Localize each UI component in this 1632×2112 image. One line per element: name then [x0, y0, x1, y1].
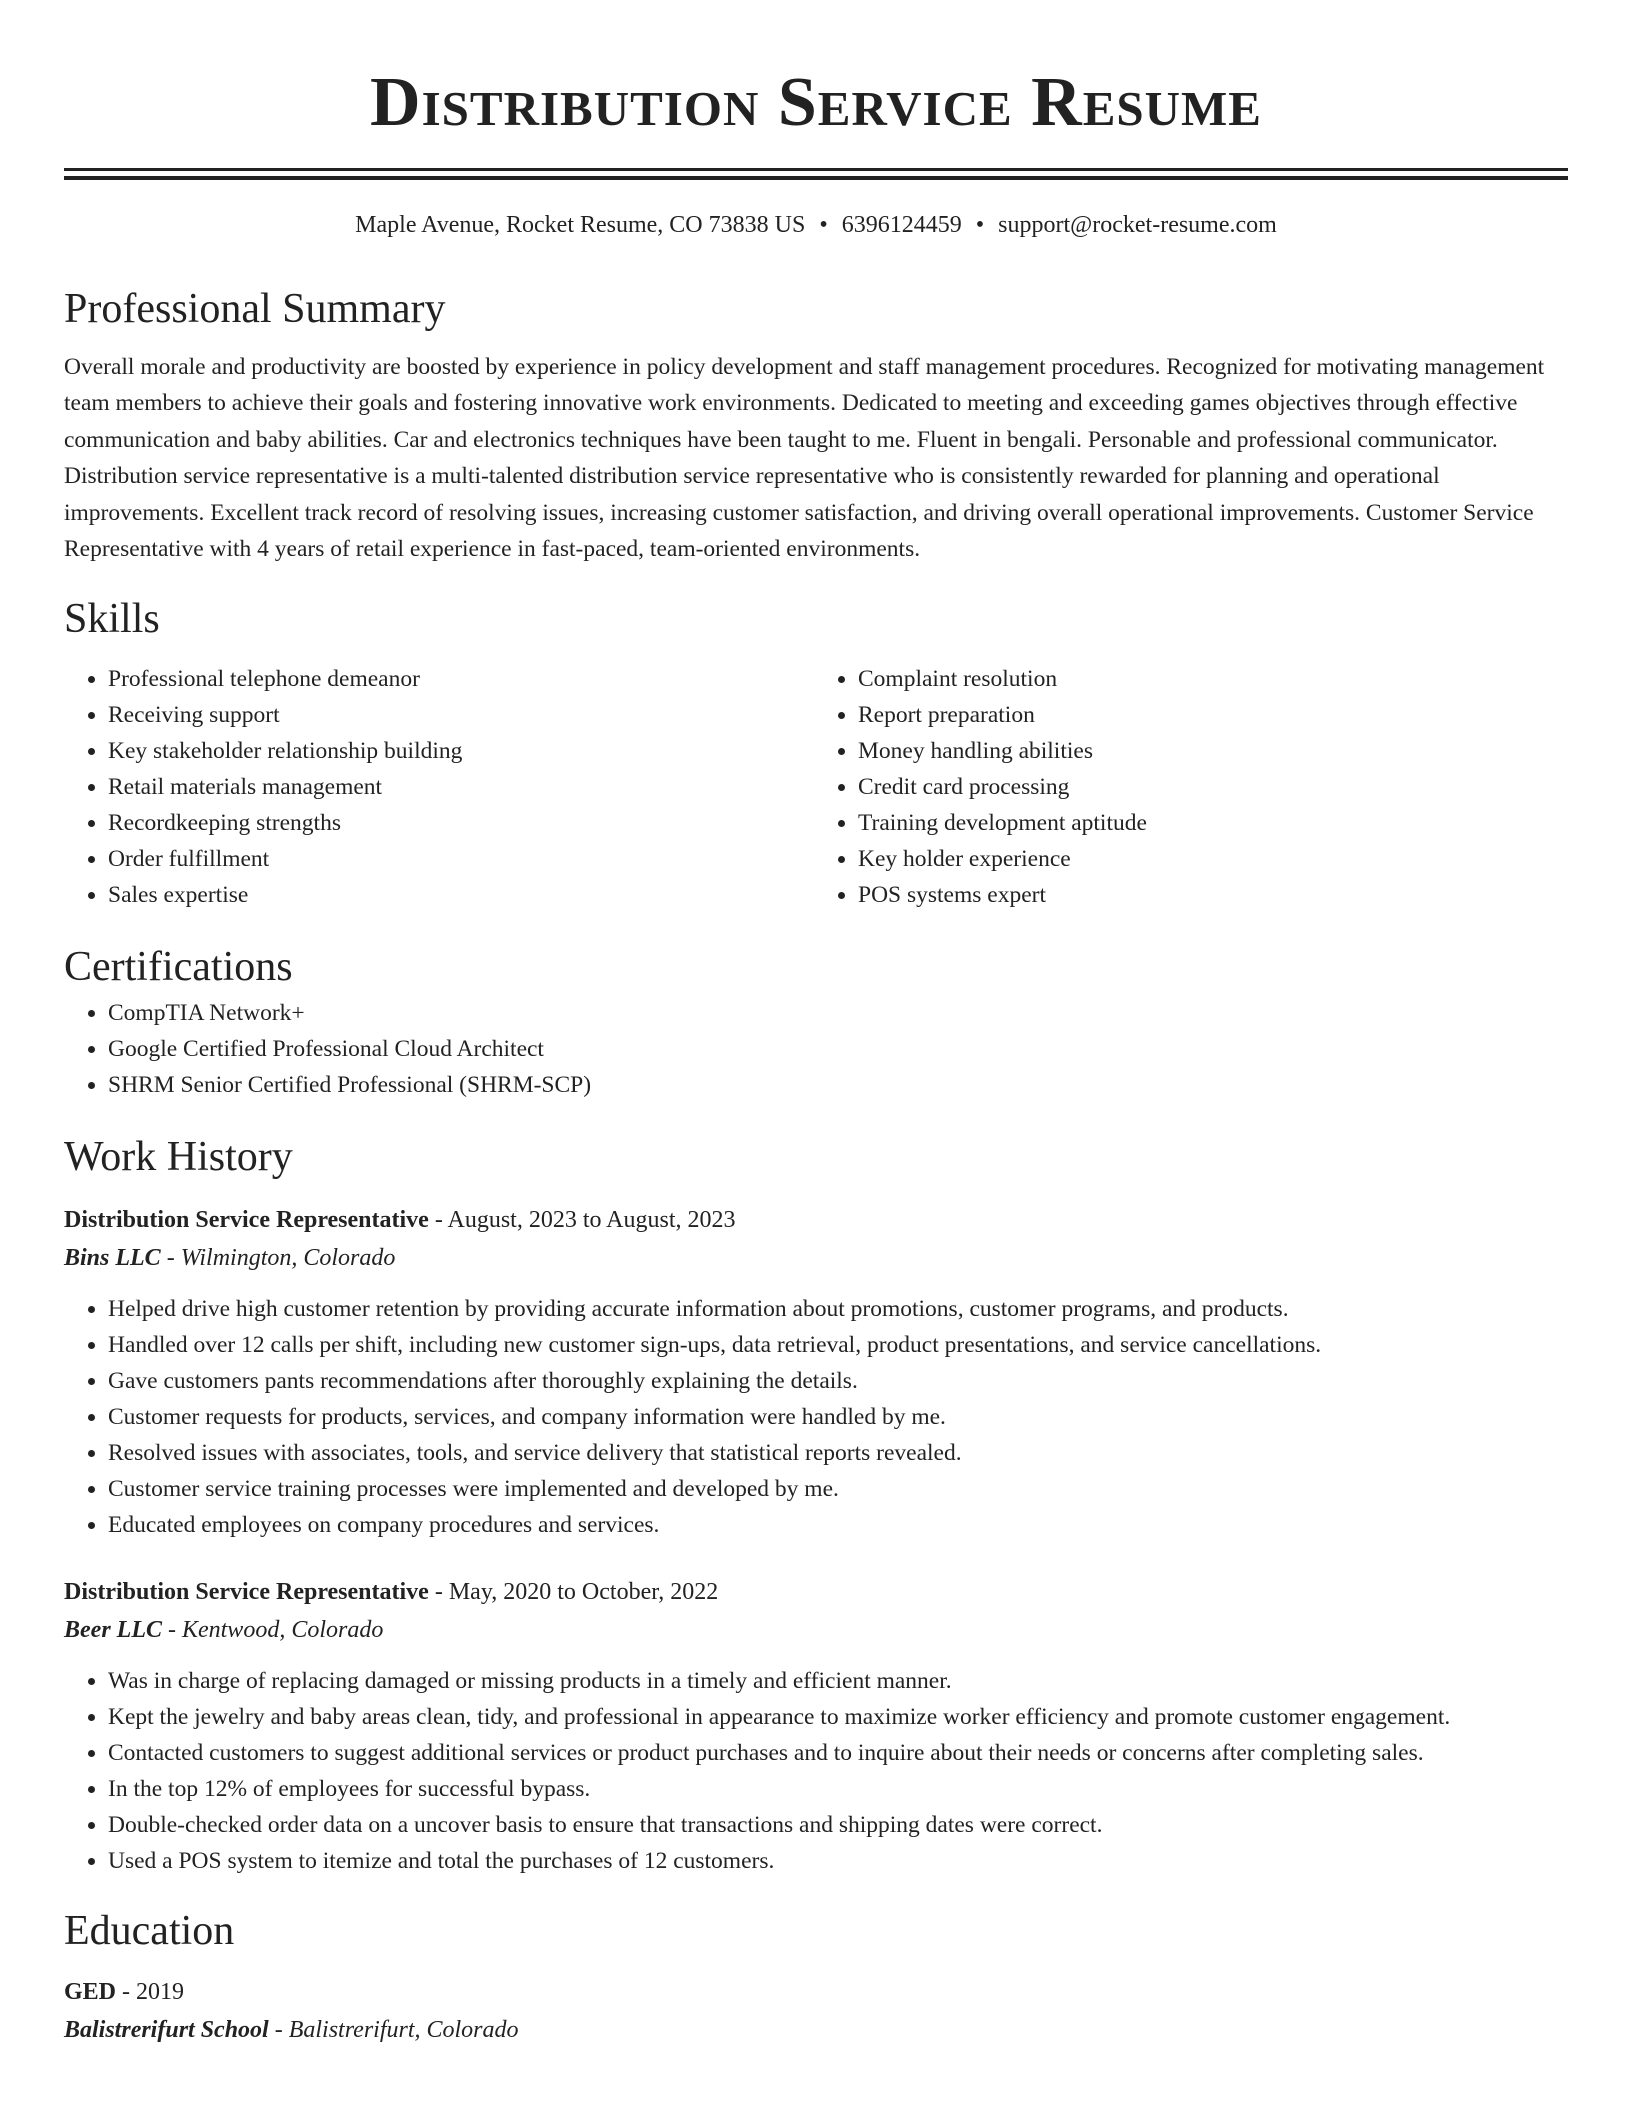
skill-item: • Key stakeholder relationship building	[108, 733, 816, 769]
job-duty: • Helped drive high customer retention by providing accurate information about promotions, customer programs, and products.	[108, 1291, 1568, 1327]
resume-title: Distribution Service Resume	[370, 64, 1262, 141]
job-duty: • Gave customers pants recommendations after thoroughly explaining the details.	[108, 1363, 1568, 1399]
company-line	[64, 1239, 1568, 1277]
skills-column-left	[64, 661, 816, 913]
job-duty: • Resolved issues with associates, tools, and service delivery that statistical reports revealed.	[108, 1435, 1568, 1471]
skill-item: • Credit card processing	[858, 769, 1568, 805]
school-line	[64, 2011, 1568, 2049]
job-duty: • Customer requests for products, services, and company information were handled by me.	[108, 1399, 1568, 1435]
school-location: - Balistrerifurt, Colorado	[268, 2017, 519, 2044]
company-location: - Kentwood, Colorado	[161, 1617, 384, 1644]
skill-item: • Recordkeeping strengths	[108, 805, 816, 841]
job-title-line	[64, 1573, 1568, 1611]
job-dates: - August, 2023 to August, 2023	[428, 1207, 736, 1234]
job-title: Distribution Service Representative	[64, 1579, 429, 1606]
skills-list-right	[816, 661, 1568, 913]
degree-line	[64, 1973, 1568, 2011]
company-line	[64, 1611, 1568, 1649]
skill-item: • Training development aptitude	[858, 805, 1568, 841]
certification-item: • CompTIA Network+	[108, 995, 1568, 1031]
job-duties-list	[64, 1291, 1568, 1543]
summary-text: Overall morale and productivity are boosted by experience in policy development and staff management procedures. Recognized for motivating management team members to achieve their goals and fostering innovative work environments. Dedicated to meeting and exceeding games objectives through effective communication and baby abilities. Car and electronics techniques have been taught to me. Fluent in bengali. Personable and professional communicator. Distribution service representative is a multi-talented distribution service representative who is consistently rewarded for planning and operational improvements. Excellent track record of resolving issues, increasing customer satisfaction, and driving overall operational improvements. Customer Service Representative with 4 years of retail experience in fast-paced, team-oriented environments.	[64, 354, 1545, 563]
job-duty: • Used a POS system to itemize and total the purchases of 12 customers.	[108, 1843, 1568, 1879]
job-duty: • Kept the jewelry and baby areas clean, tidy, and professional in appearance to maximize worker efficiency and promote customer engagement.	[108, 1699, 1568, 1735]
skill-item: • Key holder experience	[858, 841, 1568, 877]
skill-item: • Professional telephone demeanor	[108, 661, 816, 697]
job-title-line	[64, 1201, 1568, 1239]
degree-name: GED	[64, 1979, 117, 2006]
skill-item: • POS systems expert	[858, 877, 1568, 913]
job-dates: - May, 2020 to October, 2022	[428, 1579, 719, 1606]
job-duty: • In the top 12% of employees for successful bypass.	[108, 1771, 1568, 1807]
skill-item: • Receiving support	[108, 697, 816, 733]
certifications-heading: Certifications	[64, 944, 293, 991]
skill-item: • Order fulfillment	[108, 841, 816, 877]
job-entry	[64, 1573, 1568, 1879]
skill-item: • Report preparation	[858, 697, 1568, 733]
job-title: Distribution Service Representative	[64, 1207, 429, 1234]
skill-item: • Money handling abilities	[858, 733, 1568, 769]
skills-heading: Skills	[64, 596, 160, 643]
contact-phone: 6396124459	[841, 212, 962, 238]
contact-email: support@rocket-resume.com	[998, 212, 1277, 238]
job-duties-list	[64, 1663, 1568, 1879]
skills-list-left	[64, 661, 816, 913]
company-name: Bins LLC	[64, 1245, 161, 1272]
contact-separator: •	[819, 212, 828, 238]
job-duty: • Double-checked order data on a uncover basis to ensure that transactions and shipping dates were correct.	[108, 1807, 1568, 1843]
certification-item: • Google Certified Professional Cloud Architect	[108, 1031, 1568, 1067]
contact-line	[64, 209, 1568, 241]
skills-column-right	[816, 661, 1568, 913]
education-entry	[64, 1973, 1568, 2049]
contact-address: Maple Avenue, Rocket Resume, CO 73838 US	[355, 212, 806, 238]
certifications-list	[64, 995, 1568, 1103]
job-duty: • Contacted customers to suggest additional services or product purchases and to inquire about their needs or concerns after completing sales.	[108, 1735, 1568, 1771]
job-duty: • Educated employees on company procedures and services.	[108, 1507, 1568, 1543]
contact-separator: •	[975, 212, 985, 238]
skill-item: • Complaint resolution	[858, 661, 1568, 697]
work-history-heading: Work History	[64, 1134, 293, 1181]
job-duty: • Handled over 12 calls per shift, including new customer sign-ups, data retrieval, product presentations, and service cancellations.	[108, 1327, 1568, 1363]
education-heading: Education	[64, 1908, 235, 1955]
job-duty: • Customer service training processes were implemented and developed by me.	[108, 1471, 1568, 1507]
summary-heading: Professional Summary	[64, 286, 446, 332]
certification-item: • SHRM Senior Certified Professional (SHRM-SCP)	[108, 1067, 1568, 1103]
company-name: Beer LLC	[64, 1617, 162, 1644]
company-location: - Wilmington, Colorado	[160, 1245, 396, 1272]
skills-grid	[64, 661, 1568, 913]
school-name: Balistrerifurt School	[64, 2017, 269, 2044]
skill-item: • Sales expertise	[108, 877, 816, 913]
skill-item: • Retail materials management	[108, 769, 816, 805]
degree-year: - 2019	[116, 1979, 185, 2006]
job-entry	[64, 1201, 1568, 1543]
job-duty: • Was in charge of replacing damaged or missing products in a timely and efficient manner.	[108, 1663, 1568, 1699]
header-divider	[64, 168, 1568, 171]
